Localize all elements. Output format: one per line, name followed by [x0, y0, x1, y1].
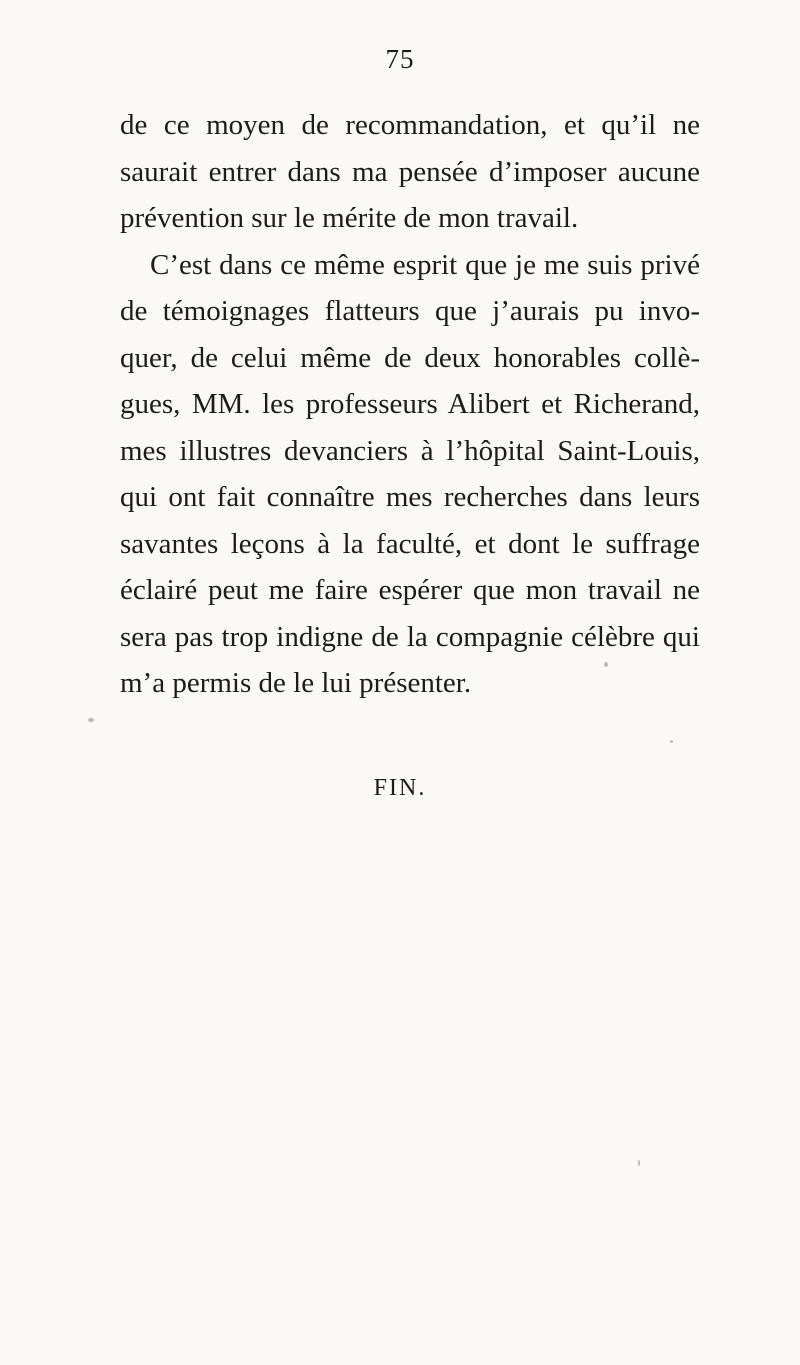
paper-speck: [638, 1160, 640, 1166]
text-line: de témoignages flatteurs que j’aurais pu invo-: [120, 295, 700, 327]
text-line: sera pas trop indigne de la compagnie célèbre qui: [120, 620, 700, 653]
page-number: 75: [385, 44, 415, 74]
text-line: éclairé peut me faire espérer que mon travail ne: [120, 574, 700, 606]
paper-speck: [88, 718, 94, 722]
paper-speck: [670, 740, 673, 743]
text-line: de ce moyen de recommandation, et qu’il ne: [120, 109, 700, 141]
end-mark: FIN.: [373, 775, 427, 801]
paper-speck: [604, 662, 608, 667]
body-text: [120, 102, 700, 707]
text-line: qui ont fait connaître mes recherches dans leurs: [120, 481, 700, 513]
text-line: gues, MM. les professeurs Alibert et Richerand,: [120, 388, 700, 420]
text-line: savantes leçons à la faculté, et dont le suffrage: [120, 527, 700, 560]
text-line: quer, de celui même de deux honorables collè-: [120, 341, 700, 374]
text-line: C’est dans ce même esprit que je me suis privé: [150, 248, 700, 281]
text-line: prévention sur le mérite de mon travail.: [120, 202, 579, 234]
text-line: mes illustres devanciers à l’hôpital Saint-Louis,: [120, 434, 700, 467]
text-line: saurait entrer dans ma pensée d’imposer aucune: [120, 155, 700, 188]
text-line: m’a permis de le lui présenter.: [120, 667, 472, 699]
